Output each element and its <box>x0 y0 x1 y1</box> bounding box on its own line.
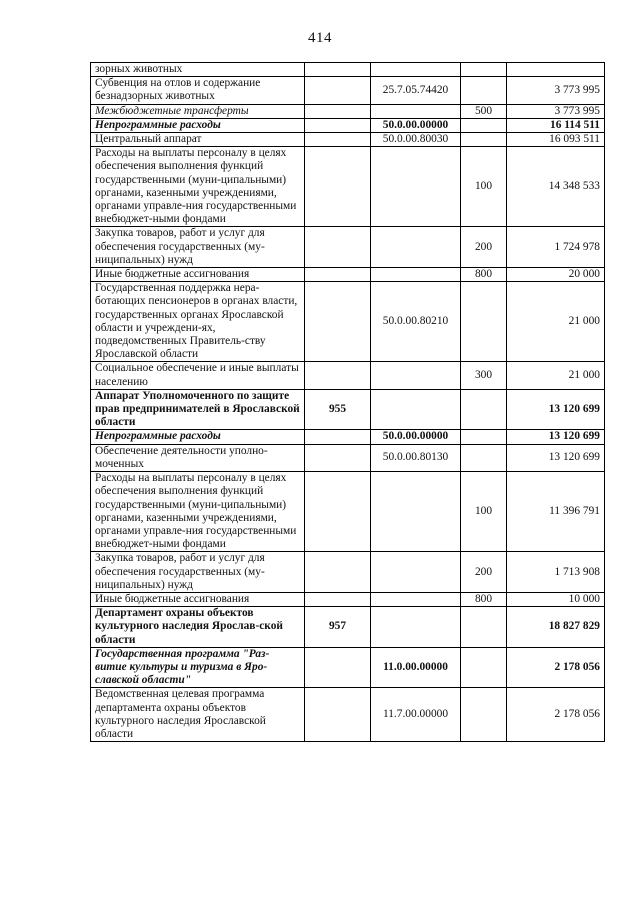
budget-table-body <box>91 63 605 742</box>
expense-type-cell <box>461 647 507 688</box>
table-row <box>91 118 605 132</box>
item-name-cell: Центральный аппарат <box>91 133 305 147</box>
table-row <box>91 607 605 648</box>
expense-type-cell: 300 <box>461 362 507 389</box>
item-name-cell: Закупка товаров, работ и услуг для обеспечения государственных (му-ниципальных) нужд <box>91 227 305 268</box>
target-code-cell <box>371 362 461 389</box>
amount-cell: 11 396 791 <box>507 472 605 552</box>
table-row <box>91 104 605 118</box>
target-code-cell: 50.0.00.80030 <box>371 133 461 147</box>
item-name-cell: Расходы на выплаты персоналу в целях обеспечения выполнения функций государственными (муни-ципальными) органами, казенными учреждениями, органами управле-ния государственными внебюджет-ными фондами <box>91 472 305 552</box>
amount-cell: 2 178 056 <box>507 647 605 688</box>
amount-cell: 20 000 <box>507 268 605 282</box>
admin-code-cell: 955 <box>305 389 371 430</box>
admin-code-cell <box>305 63 371 77</box>
table-row <box>91 592 605 606</box>
target-code-cell: 25.7.05.74420 <box>371 77 461 104</box>
amount-cell: 16 093 511 <box>507 133 605 147</box>
expense-type-cell <box>461 77 507 104</box>
item-name-cell: Непрограммные расходы <box>91 430 305 444</box>
item-name-cell: Иные бюджетные ассигнования <box>91 268 305 282</box>
target-code-cell: 50.0.00.00000 <box>371 118 461 132</box>
table-row <box>91 282 605 362</box>
target-code-cell <box>371 607 461 648</box>
expense-type-cell: 800 <box>461 268 507 282</box>
target-code-cell <box>371 147 461 227</box>
item-name-cell: Закупка товаров, работ и услуг для обеспечения государственных (му-ниципальных) нужд <box>91 552 305 593</box>
expense-type-cell <box>461 430 507 444</box>
item-name-cell: Обеспечение деятельности уполно-моченных <box>91 444 305 471</box>
amount-cell: 13 120 699 <box>507 444 605 471</box>
target-code-cell: 50.0.00.80210 <box>371 282 461 362</box>
target-code-cell <box>371 63 461 77</box>
target-code-cell <box>371 227 461 268</box>
admin-code-cell <box>305 472 371 552</box>
amount-cell <box>507 63 605 77</box>
target-code-cell: 50.0.00.00000 <box>371 430 461 444</box>
expense-type-cell <box>461 607 507 648</box>
admin-code-cell <box>305 444 371 471</box>
table-row <box>91 430 605 444</box>
target-code-cell: 11.0.00.00000 <box>371 647 461 688</box>
target-code-cell <box>371 104 461 118</box>
amount-cell: 21 000 <box>507 362 605 389</box>
admin-code-cell <box>305 688 371 742</box>
amount-cell: 13 120 699 <box>507 389 605 430</box>
target-code-cell <box>371 268 461 282</box>
admin-code-cell <box>305 133 371 147</box>
admin-code-cell: 957 <box>305 607 371 648</box>
admin-code-cell <box>305 104 371 118</box>
item-name-cell: Государственная поддержка нера-ботающих пенсионеров в органах власти, государственных органах Ярославской области и учреждени-ях, подведомственных Правитель-ству Ярославской области <box>91 282 305 362</box>
amount-cell: 2 178 056 <box>507 688 605 742</box>
table-row <box>91 362 605 389</box>
item-name-cell: Ведомственная целевая программа департамента охраны объектов культурного наследия Ярославской области <box>91 688 305 742</box>
expense-type-cell: 800 <box>461 592 507 606</box>
admin-code-cell <box>305 647 371 688</box>
admin-code-cell <box>305 268 371 282</box>
expense-type-cell <box>461 63 507 77</box>
amount-cell: 10 000 <box>507 592 605 606</box>
expense-type-cell: 200 <box>461 227 507 268</box>
amount-cell: 14 348 533 <box>507 147 605 227</box>
item-name-cell: Непрограммные расходы <box>91 118 305 132</box>
table-row <box>91 647 605 688</box>
item-name-cell: Социальное обеспечение и иные выплаты населению <box>91 362 305 389</box>
table-row <box>91 227 605 268</box>
amount-cell: 3 773 995 <box>507 104 605 118</box>
table-row <box>91 77 605 104</box>
amount-cell: 1 713 908 <box>507 552 605 593</box>
amount-cell: 21 000 <box>507 282 605 362</box>
expense-type-cell: 200 <box>461 552 507 593</box>
expense-type-cell <box>461 118 507 132</box>
target-code-cell <box>371 472 461 552</box>
item-name-cell: Иные бюджетные ассигнования <box>91 592 305 606</box>
expense-type-cell <box>461 282 507 362</box>
page-number: 414 <box>308 30 332 46</box>
table-row <box>91 688 605 742</box>
item-name-cell: Межбюджетные трансферты <box>91 104 305 118</box>
item-name-cell: Субвенция на отлов и содержание безнадзорных животных <box>91 77 305 104</box>
item-name-cell: Аппарат Уполномоченного по защите прав предпринимателей в Ярославской области <box>91 389 305 430</box>
admin-code-cell <box>305 552 371 593</box>
item-name-cell: Государственная программа "Раз-витие культуры и туризма в Яро-славской области" <box>91 647 305 688</box>
expense-type-cell: 500 <box>461 104 507 118</box>
target-code-cell: 11.7.00.00000 <box>371 688 461 742</box>
amount-cell: 16 114 511 <box>507 118 605 132</box>
admin-code-cell <box>305 77 371 104</box>
admin-code-cell <box>305 362 371 389</box>
target-code-cell <box>371 389 461 430</box>
item-name-cell: Расходы на выплаты персоналу в целях обеспечения выполнения функций государственными (муни-ципальными) органами, казенными учреждениями, органами управле-ния государственными внебюджет-ными фондами <box>91 147 305 227</box>
item-name-cell: зорных животных <box>91 63 305 77</box>
expense-type-cell <box>461 688 507 742</box>
table-row <box>91 444 605 471</box>
admin-code-cell <box>305 282 371 362</box>
amount-cell: 3 773 995 <box>507 77 605 104</box>
amount-cell: 13 120 699 <box>507 430 605 444</box>
table-row <box>91 147 605 227</box>
table-row <box>91 63 605 77</box>
admin-code-cell <box>305 592 371 606</box>
expense-type-cell <box>461 444 507 471</box>
table-row <box>91 552 605 593</box>
amount-cell: 1 724 978 <box>507 227 605 268</box>
table-row <box>91 389 605 430</box>
expense-type-cell <box>461 133 507 147</box>
table-row <box>91 268 605 282</box>
admin-code-cell <box>305 147 371 227</box>
expense-type-cell <box>461 389 507 430</box>
table-row <box>91 472 605 552</box>
admin-code-cell <box>305 430 371 444</box>
item-name-cell: Департамент охраны объектов культурного наследия Ярослав-ской области <box>91 607 305 648</box>
budget-table <box>90 62 605 742</box>
expense-type-cell: 100 <box>461 472 507 552</box>
table-row <box>91 133 605 147</box>
target-code-cell: 50.0.00.80130 <box>371 444 461 471</box>
expense-type-cell: 100 <box>461 147 507 227</box>
target-code-cell <box>371 552 461 593</box>
target-code-cell <box>371 592 461 606</box>
amount-cell: 18 827 829 <box>507 607 605 648</box>
admin-code-cell <box>305 227 371 268</box>
admin-code-cell <box>305 118 371 132</box>
